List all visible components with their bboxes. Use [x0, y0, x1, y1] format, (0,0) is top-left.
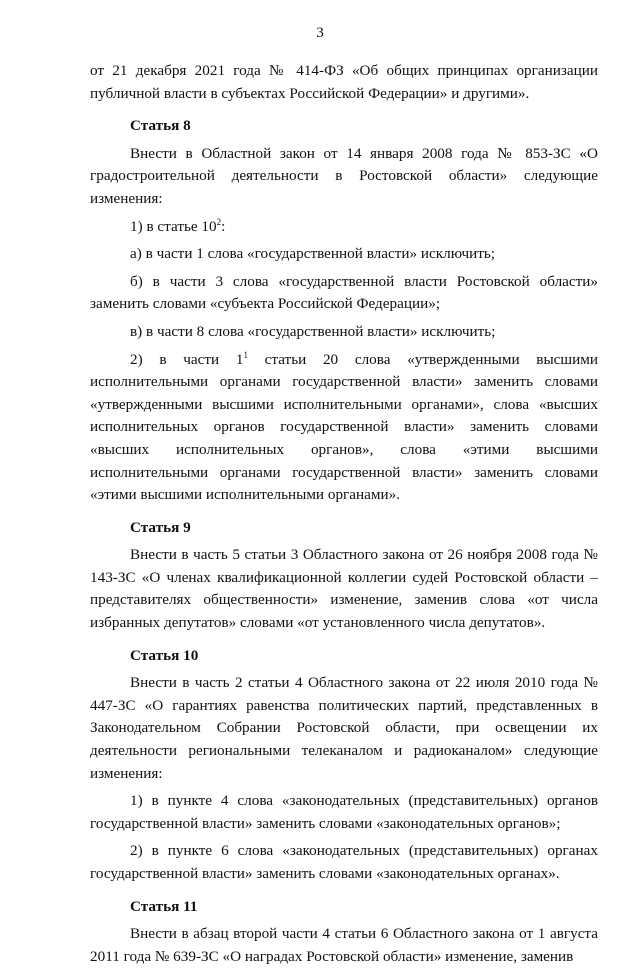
article-8-subitem-b: б) в части 3 слова «государственной власти Ростовской области» заменить словами «субъекта Российской Федерации»; — [90, 272, 598, 313]
superscript: 1 — [243, 349, 248, 360]
article-8-intro: Внести в Областной закон от 14 января 2008 года № 853-ЗС «О градостроительной деятельности в Ростовской области» следующие изменения: — [90, 144, 598, 207]
superscript: 2 — [216, 216, 222, 227]
article-10-item-1: 1) в пункте 4 слова «законодательных (представительных) органов государственной власти» заменить словами «законодательных органов»; — [90, 792, 598, 832]
article-8-subitem-a: а) в части 1 слова «государственной власти» исключить; — [130, 245, 496, 263]
article-8-subitem-v: в) в части 8 слова «государственной власти» исключить; — [130, 322, 496, 340]
page-number: 3 — [316, 24, 324, 41]
article-8-item-2: 2) в части $1^1$ статьи 20 слова «утвержденными высшими исполнительными органами государственной власти» заменить словами «утвержденными высшими исполнительными органами», слова «высших исполнительных органов государственной власти» заменить словами «высших исполнительных органов», слова «этими высшими исполнительными органами государственной власти» заменить словами «этими высшими исполнительными органами». — [90, 349, 598, 504]
article-10-item-2: 2) в пункте 6 слова «законодательных (представительных) органах государственной власти» заменить словами «законодательных органах». — [90, 842, 598, 882]
article-8-heading: Статья 8 — [130, 117, 191, 135]
paragraph-continuation: от 21 декабря 2021 года № 414-ФЗ «Об общих принципах организации публичной власти в субъектах Российской Федерации» и другими». — [90, 62, 598, 102]
article-9-text: Внести в часть 5 статьи 3 Областного закона от 26 ноября 2008 года № 143-ЗС «О членах квалификационной коллегии судей Ростовской области – представителях общественности» изменение, заменив слова «от числа избранных депутатов» словами «от установленного числа депутатов». — [90, 546, 598, 632]
article-11-text: Внести в абзац второй части 4 статьи 6 Областного закона от 1 августа 2011 года № 639-ЗС «О наградах Ростовской области» изменение, заменив — [90, 925, 598, 965]
article-11-heading: Статья 11 — [130, 897, 198, 915]
article-8-item-1: 1) в статье $10^2$: — [130, 216, 226, 235]
article-9-heading: Статья 9 — [130, 518, 191, 536]
article-10-heading: Статья 10 — [130, 646, 199, 664]
article-10-intro: Внести в часть 2 статьи 4 Областного закона от 22 июля 2010 года № 447-ЗС «О гарантиях равенства политических партий, представленных в Законодательном Собрании Ростовской области, при освещении их деятельности региональными телеканалом и радиоканалом» следующие изменения: — [90, 674, 598, 782]
document-body — [90, 60, 598, 968]
